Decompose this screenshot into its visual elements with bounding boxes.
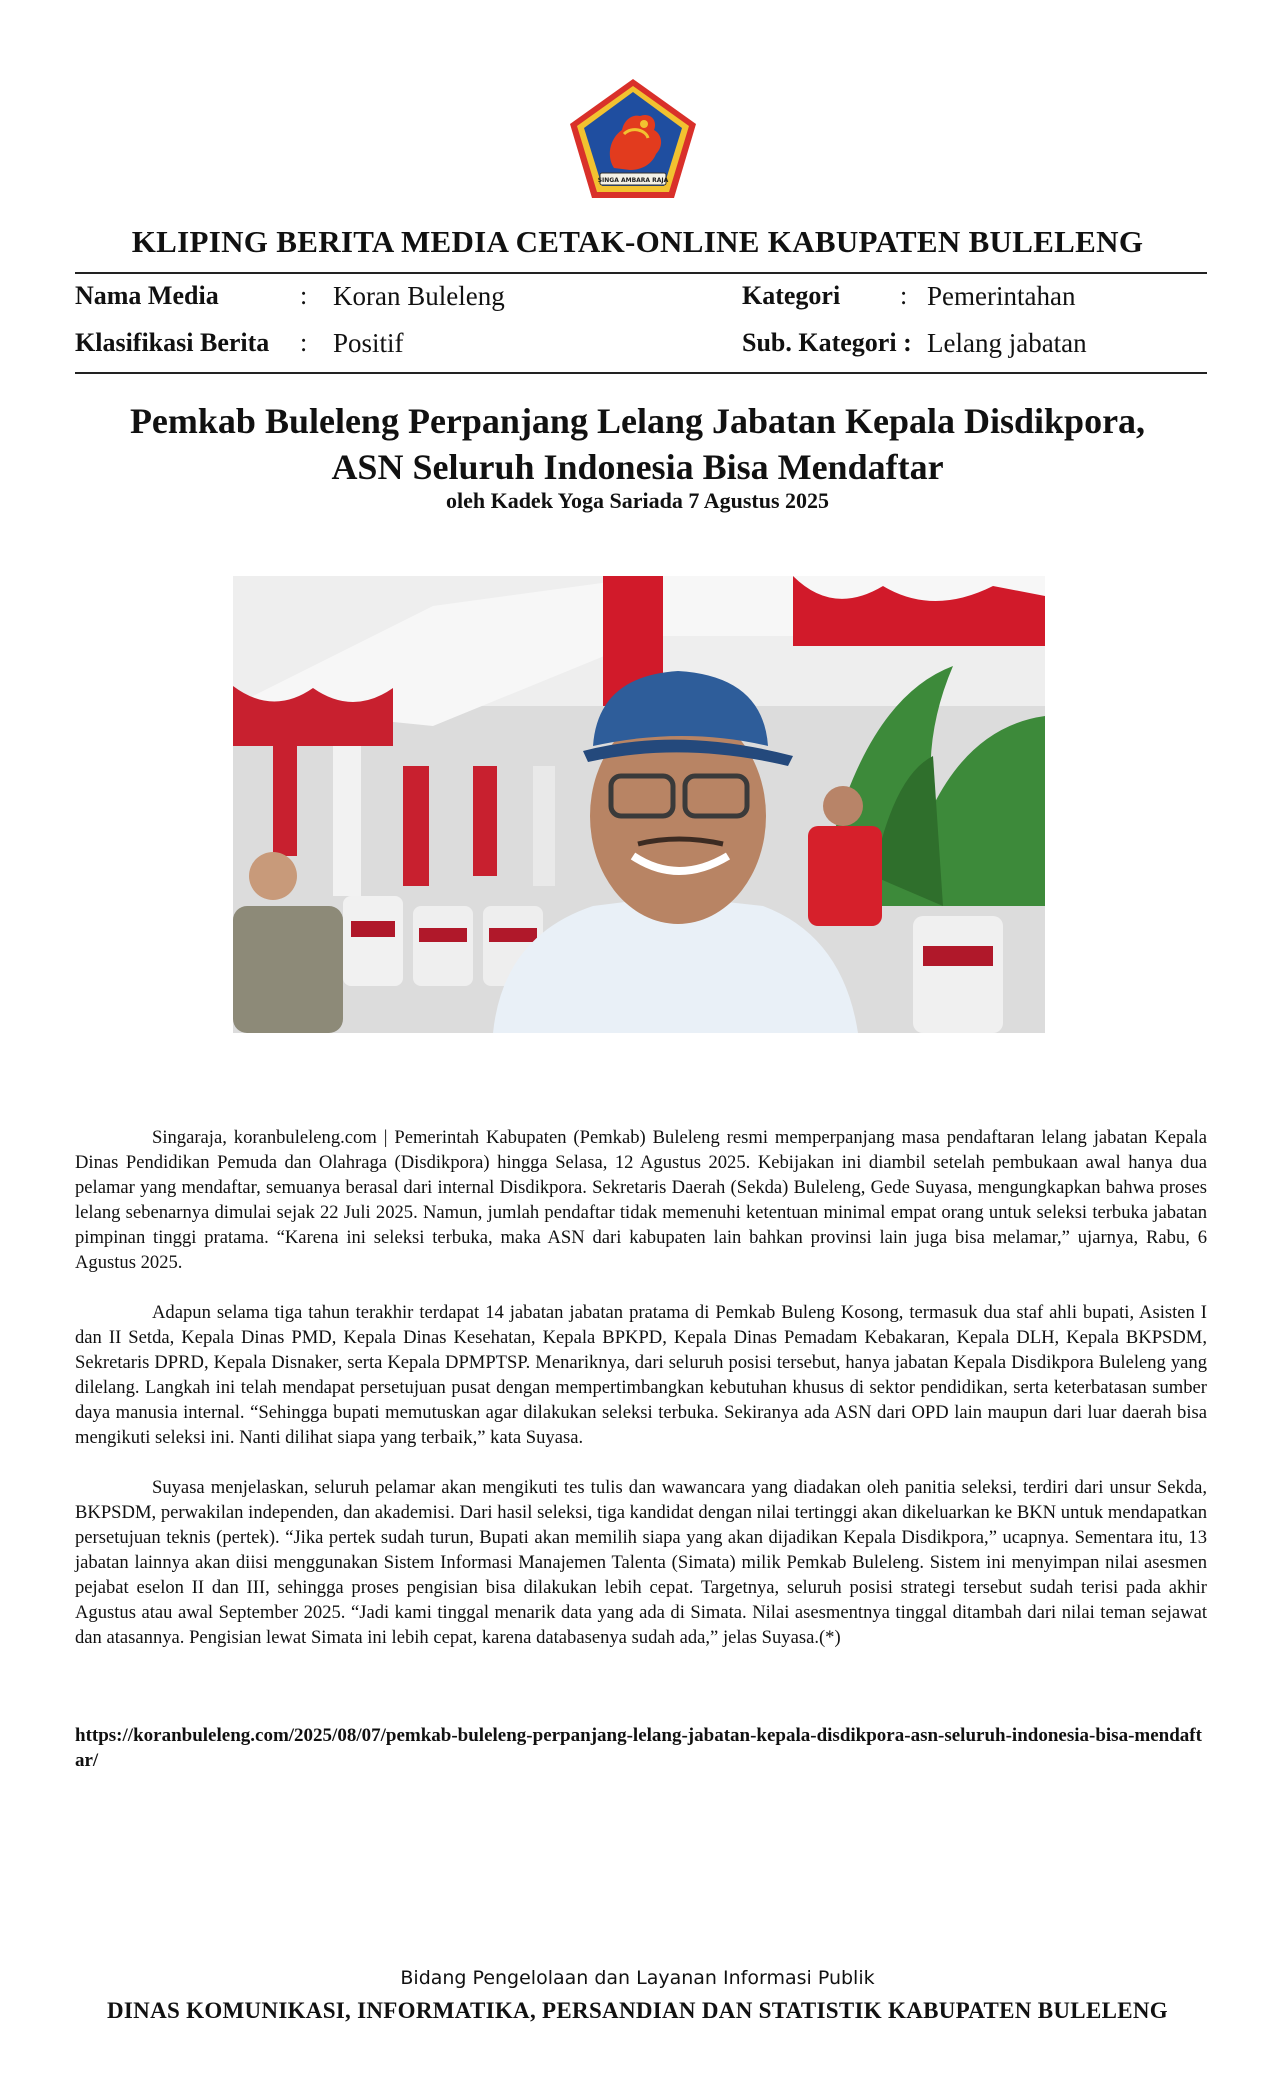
svg-text:SINGA AMBARA RAJA: SINGA AMBARA RAJA: [597, 177, 669, 184]
buleleng-emblem-logo: [566, 76, 700, 202]
klasifikasi-colon: :: [300, 328, 308, 357]
article-byline: oleh Kadek Yoga Sariada 7 Agustus 2025: [445, 488, 830, 513]
headline-line-1: Pemkab Buleleng Perpanjang Lelang Jabatan Kepala Disdikpora,: [129, 401, 1146, 441]
media-label: Nama Media: [75, 281, 219, 310]
source-url-link[interactable]: https://koranbuleleng.com/2025/08/07/pemkab-buleleng-perpanjang-lelang-jabatan-kepala-disdikpora-asn-seluruh-indonesia-bisa-mendaftar/: [75, 1725, 1202, 1771]
meta-row-klasifikasi: [0, 328, 1275, 364]
kategori-colon: :: [900, 281, 908, 310]
headline-line-2: ASN Seluruh Indonesia Bisa Mendaftar: [331, 447, 944, 487]
media-colon: :: [300, 281, 308, 310]
article-headline: [0, 398, 1275, 490]
kategori-label: Kategori: [742, 281, 841, 310]
klasifikasi-value: Positif: [333, 328, 404, 358]
article-paragraph: Adapun selama tiga tahun terakhir terdapat 14 jabatan jabatan pratama di Pemkab Buleng Kosong, termasuk dua staf ahli bupati, Asisten I dan II Setda, Kepala Dinas PMD, Kepala Dinas Kesehatan, Kepala BPKPD, Kepala Dinas Pemadam Kebakaran, Kepala DLH, Kepala BKPSDM, Sekretaris DPRD, Kepala Disnaker, serta Kepala DPMPTSP. Menariknya, dari seluruh posisi tersebut, hanya jabatan Kepala Disdikpora Buleleng yang dilelang. Langkah ini telah mendapat persetujuan pusat dengan mempertimbangkan kebutuhan khusus di sektor pendidikan, serta keterbatasan sumber daya manusia internal. “Sehingga bupati memutuskan agar dilakukan seleksi terbuka. Sekiranya ada ASN dari OPD lain maupun dari luar daerah bisa mengikuti seleksi ini. Nanti dilihat siapa yang terbaik,” kata Suyasa.: [75, 1302, 1207, 1448]
media-value: Koran Buleleng: [333, 281, 505, 311]
footer-agency: DINAS KOMUNIKASI, INFORMATIKA, PERSANDIAN DAN STATISTIK KABUPATEN BULELENG: [107, 1998, 1168, 2023]
kategori-value: Pemerintahan: [927, 281, 1076, 311]
meta-row-media: [0, 281, 1275, 317]
article-paragraph: Suyasa menjelaskan, seluruh pelamar akan mengikuti tes tulis dan wawancara yang diadakan oleh panitia seleksi, terdiri dari unsur Sekda, BKPSDM, perwakilan independen, dan akademisi. Dari hasil seleksi, tiga kandidat dengan nilai tertinggi akan dikeluarkan ke BKN untuk mendapatkan persetujuan teknis (pertek). “Jika pertek sudah turun, Bupati akan memilih siapa yang akan dijadikan Kepala Disdikpora,” ucapnya. Sementara itu, 13 jabatan lainnya akan diisi menggunakan Sistem Informasi Manajemen Talenta (Simata) milik Pemkab Buleleng. Sistem ini menyimpan nilai asesmen pejabat eselon II dan III, sehingga proses pengisian bisa dilakukan lebih cepat. Targetnya, seluruh posisi strategi tersebut sudah terisi pada akhir Agustus atau awal September 2025. “Jadi kami tinggal menarik data yang ada di Simata. Nilai asesmentnya tinggal ditambah dari nilai teman sejawat dan atasannya. Pengisian lewat Simata ini lebih cepat, karena databasenya sudah ada,” jelas Suyasa.(*): [75, 1477, 1207, 1648]
subkategori-label: Sub. Kategori :: [742, 328, 912, 357]
footer-department: Bidang Pengelolaan dan Layanan Informasi Publik: [400, 1967, 875, 1989]
article-body: [75, 1125, 1207, 1675]
article-paragraph: Singaraja, koranbuleleng.com | Pemerintah Kabupaten (Pemkab) Buleleng resmi memperpanjang masa pendaftaran lelang jabatan Kepala Dinas Pendidikan Pemuda dan Olahraga (Disdikpora) hingga Selasa, 12 Agustus 2025. Kebijakan ini diambil setelah pembukaan awal hanya dua pelamar yang mendaftar, semuanya berasal dari internal Disdikpora. Sekretaris Daerah (Sekda) Buleleng, Gede Suyasa, mengungkapkan bahwa proses lelang sebenarnya dimulai sejak 22 Juli 2025. Namun, jumlah pendaftar tidak memenuhi ketentuan minimal empat orang untuk seleksi terbuka jabatan pimpinan tinggi pratama. “Karena ini seleksi terbuka, maka ASN dari kabupaten lain bahkan provinsi lain juga bisa melamar,” ujarnya, Rabu, 6 Agustus 2025.: [75, 1127, 1207, 1273]
article-photo: [233, 576, 1045, 1033]
klasifikasi-label: Klasifikasi Berita: [75, 328, 270, 357]
document-title: KLIPING BERITA MEDIA CETAK-ONLINE KABUPATEN BULELENG: [131, 224, 1144, 259]
header-divider-top: [75, 272, 1207, 274]
header-divider-bottom: [75, 372, 1207, 374]
subkategori-value: Lelang jabatan: [927, 328, 1087, 358]
